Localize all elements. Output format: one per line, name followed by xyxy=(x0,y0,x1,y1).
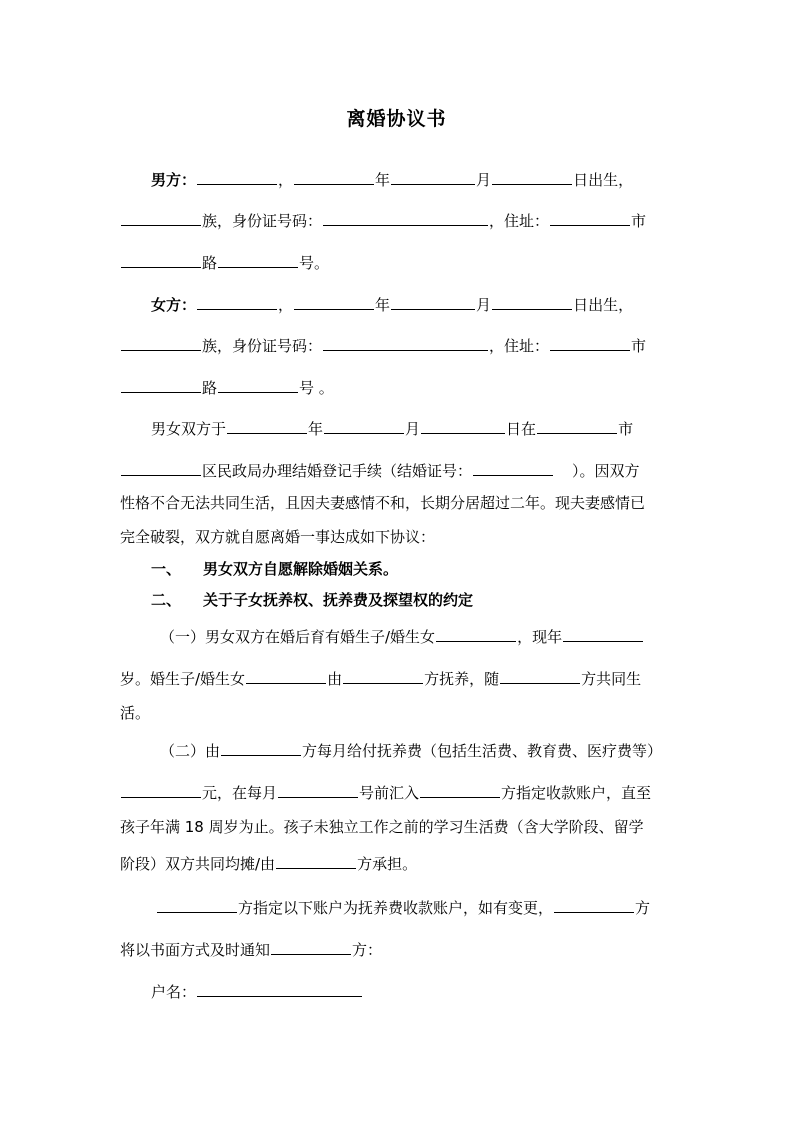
female-number-blank[interactable] xyxy=(218,378,298,393)
marriage-line-3: 性格不合无法共同生活，且因夫妻感情不和，长期分居超过二年。现夫妻感情已 xyxy=(120,494,646,512)
section-2-heading: 二、 关于子女抚养权、抚养费及探望权的约定 xyxy=(151,591,474,609)
male-ethnicity-blank[interactable] xyxy=(294,170,374,185)
marriage-cert-blank[interactable] xyxy=(473,461,553,476)
female-city-blank[interactable] xyxy=(550,336,630,351)
clause-1-line-2: 岁。婚生子/婚生女 由 方抚养，随 方共同生 xyxy=(120,670,642,688)
female-nation-blank[interactable] xyxy=(121,336,201,351)
female-label: 女方： xyxy=(151,296,197,314)
male-city-blank[interactable] xyxy=(550,211,630,226)
marriage-line-2: 区民政局办理结婚登记手续（结婚证号： ）。因双方 xyxy=(120,461,640,480)
male-road-blank[interactable] xyxy=(121,253,201,268)
female-road-blank[interactable] xyxy=(121,378,201,393)
marriage-year-blank[interactable] xyxy=(227,419,307,434)
account-line-2: 将以书面方式及时通知 方： xyxy=(120,941,383,959)
marriage-month-blank[interactable] xyxy=(324,419,404,434)
female-ethnicity-blank[interactable] xyxy=(294,295,374,310)
male-month-blank[interactable] xyxy=(391,170,475,185)
account-name-blank[interactable] xyxy=(197,982,362,997)
male-day-blank[interactable] xyxy=(492,170,572,185)
section-1-heading: 一、 男女双方自愿解除婚姻关系。 xyxy=(151,560,399,578)
custody-party-blank[interactable] xyxy=(343,669,423,684)
account-name-label: 户名： xyxy=(151,983,197,1001)
clause-1-line-1: （一）男女双方在婚后育有婚生子/婚生女 ，现年 xyxy=(160,627,644,646)
marriage-city-blank[interactable] xyxy=(537,419,617,434)
male-name-blank[interactable] xyxy=(197,170,277,185)
child-name-blank[interactable] xyxy=(436,627,516,642)
female-month-blank[interactable] xyxy=(391,295,475,310)
male-line-1: 男方： ， 年 月 日出生， xyxy=(151,171,634,189)
male-id-blank[interactable] xyxy=(323,211,488,226)
notify-party-blank[interactable] xyxy=(554,898,634,913)
child-name-blank-2[interactable] xyxy=(246,669,326,684)
female-name-blank[interactable] xyxy=(197,295,277,310)
female-day-blank[interactable] xyxy=(492,295,572,310)
clause-2-line-3: 孩子年满 18 周岁为止。孩子未独立工作之前的学习生活费（含大学阶段、留学 xyxy=(120,818,644,836)
marriage-district-blank[interactable] xyxy=(121,461,201,476)
female-line-3: 路 号 。 xyxy=(120,378,334,397)
study-cost-party-blank[interactable] xyxy=(276,854,356,869)
male-line-2: 族，身份证号码： ，住址： 市 xyxy=(120,211,646,230)
account-line-1: 方指定以下账户为抚养费收款账户，如有变更， 方 xyxy=(156,898,650,917)
document-title: 离婚协议书 xyxy=(346,108,447,130)
notified-party-blank[interactable] xyxy=(271,940,351,955)
marriage-day-blank[interactable] xyxy=(421,419,505,434)
male-label: 男方： xyxy=(151,171,197,189)
payee-party-blank[interactable] xyxy=(420,783,500,798)
male-number-blank[interactable] xyxy=(218,253,298,268)
live-with-party-blank[interactable] xyxy=(500,669,580,684)
payment-day-blank[interactable] xyxy=(278,783,358,798)
clause-2-line-1: （二）由 方每月给付抚养费（包括生活费、教育费、医疗费等） xyxy=(160,742,663,760)
clause-2-line-4: 阶段）双方共同均摊/由 方承担。 xyxy=(120,855,418,873)
female-id-blank[interactable] xyxy=(323,336,488,351)
female-line-2: 族，身份证号码： ，住址： 市 xyxy=(120,336,646,355)
clause-1-line-3: 活。 xyxy=(120,704,151,722)
marriage-line-4: 完全破裂，双方就自愿离婚一事达成如下协议： xyxy=(120,528,436,546)
male-line-3: 路 号。 xyxy=(120,253,329,272)
support-amount-blank[interactable] xyxy=(121,783,201,798)
male-nation-blank[interactable] xyxy=(121,211,201,226)
account-party-blank[interactable] xyxy=(157,898,237,913)
child-age-blank[interactable] xyxy=(563,627,643,642)
clause-2-line-2: 元，在每月 号前汇入 方指定收款账户，直至 xyxy=(120,783,651,802)
marriage-line-1: 男女双方于 年 月 日在 市 xyxy=(151,420,634,438)
payer-party-blank[interactable] xyxy=(221,741,301,756)
account-name-line xyxy=(151,982,363,1001)
female-line-1: 女方： ， 年 月 日出生， xyxy=(151,296,634,314)
